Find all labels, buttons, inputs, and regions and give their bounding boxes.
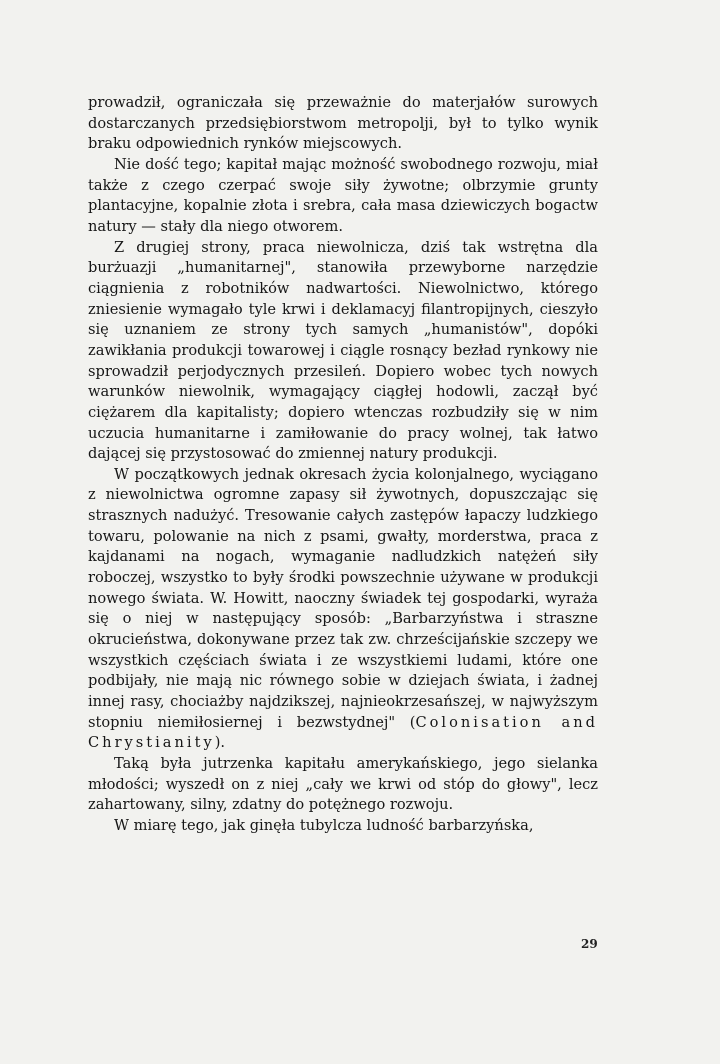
paragraph [88, 465, 598, 754]
paragraph-text: prowadził, ograniczała się przeważnie do materjałów surowych dostarczanych przedsiębiorstwom metropolji, był to tylko wynik braku odpowiednich rynków miejscowych. [88, 94, 598, 153]
book-title-citation: Colonisation and Chrystianity [88, 713, 598, 752]
paragraph-text: Z drugiej strony, praca niewolnicza, dziś tak wstrętna dla burżuazji „humanitarnej", stanowiła przewyborne narzędzie ciągnienia z robotników nadwartości. Niewolnictwo, którego zniesienie wymagało tyle krwi i deklamacyj filantropijnych, cieszyło się uznaniem ze strony tych samych „humanistów", dopóki zawikłania produkcji towarowej i ciągle rosnący bezład rynkowy nie sprowadził perjodycznych przesileń. Dopiero wobec tych nowych warunków niewolnik, wymagający ciągłej hodowli, zaczął być ciężarem dla kapitalisty; dopiero wtenczas rozbudziły się w nim uczucia humanitarne i zamiłowanie do pracy wolnej, tak łatwo dającej się przystosować do zmiennej natury produkcji. [88, 238, 598, 463]
paragraph [88, 816, 598, 837]
paragraph-text: W miarę tego, jak ginęła tubylcza ludność barbarzyńska, [114, 816, 534, 834]
paragraph-text: W początkowych jednak okresach życia kolonjalnego, wyciągano z niewolnictwa ogromne zapasy sił żywotnych, dopuszczając się strasznych nadużyć. Tresowanie całych zastępów łapaczy ludzkiego towaru, polowanie na nich z psami, gwałty, morderstwa, praca z kajdanami na nogach, wymaganie nadludzkich natężeń siły roboczej, wszystko to były środki powszechnie używane w produkcji nowego świata. W. Howitt, naoczny świadek tej gospodarki, wyraża się o niej w następujący sposób: „Barbarzyństwa i straszne okrucieństwa, dokonywane przez tak zw. chrześcijańskie szczepy we wszystkich częściach świata i ze wszystkiemi ludami, które one podbijały, nie mają nic równego sobie w dziejach świata, i żadnej innej rasy, chociażby najdzikszej, najnieokrzesańszej, w najwyższym stopniu niemiłosiernej i bezwstydnej" ( [88, 465, 598, 731]
paragraph-text: ). [214, 734, 226, 752]
paragraph-text: Taką była jutrzenka kapitału amerykańskiego, jego sielanka młodości; wyszedł on z niej „cały we krwi od stóp do głowy", lecz zahartowany, silny, zdatny do potężnego rozwoju. [88, 755, 598, 814]
paragraph [88, 93, 598, 155]
body-text [88, 93, 598, 837]
paragraph [88, 754, 598, 816]
page-number: 29 [581, 937, 598, 951]
paragraph [88, 155, 598, 238]
paragraph [88, 238, 598, 465]
paragraph-text: Nie dość tego; kapitał mając możność swobodnego rozwoju, miał także z czego czerpać swoje siły żywotne; olbrzymie grunty plantacyjne, kopalnie złota i srebra, cała masa dziewiczych bogactw natury — stały dla niego otworem. [88, 155, 598, 235]
